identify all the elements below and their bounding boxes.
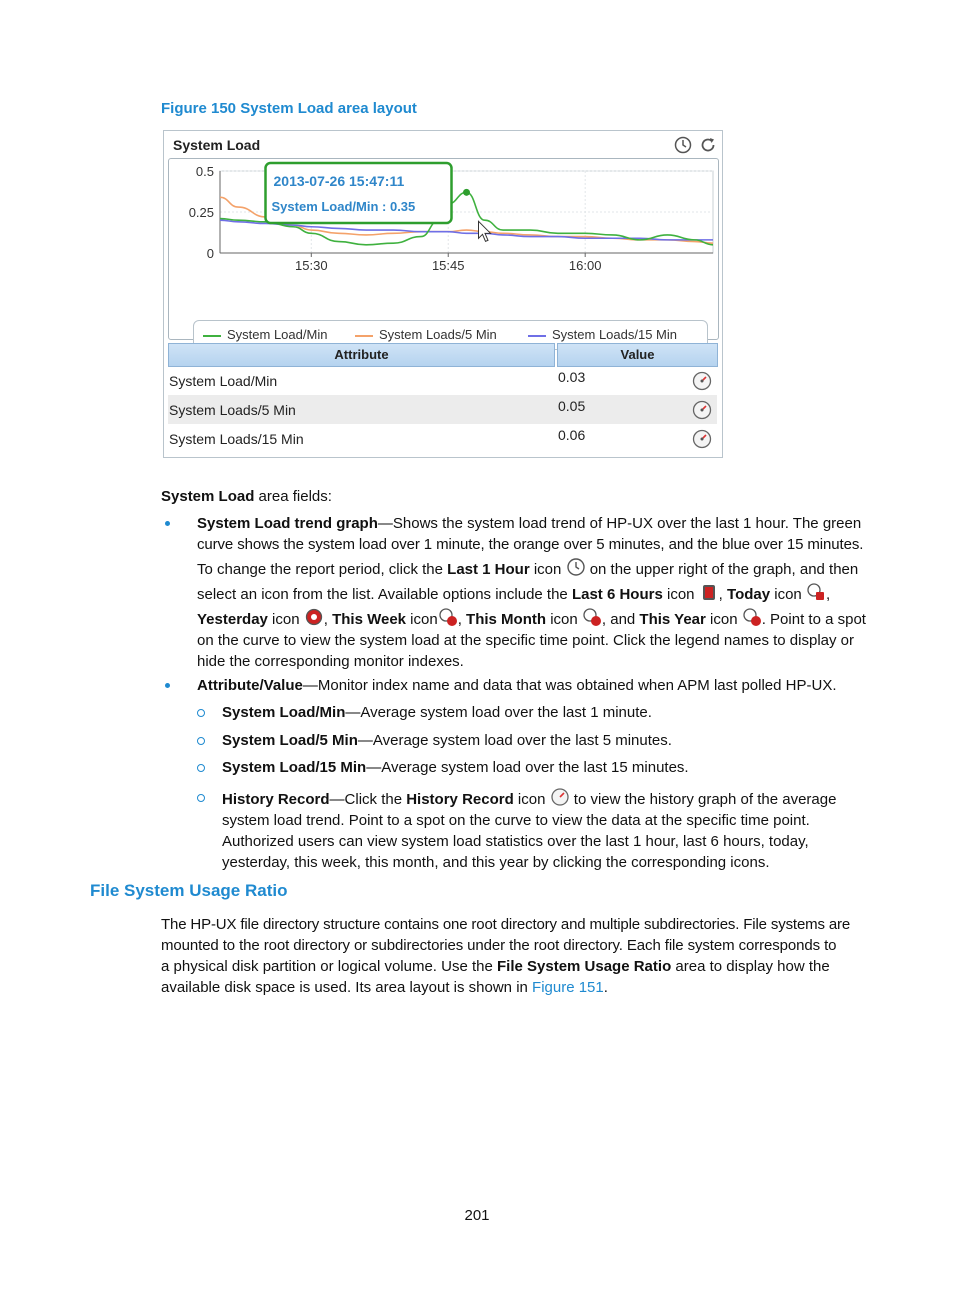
table-header-attribute: Attribute	[168, 343, 555, 367]
history-record-icon	[550, 787, 570, 807]
legend-item-load-5min[interactable]	[355, 327, 497, 342]
system-load-chart[interactable]	[169, 159, 718, 339]
x-tick-label: 16:00	[568, 258, 602, 273]
figure-caption: Figure 150 System Load area layout	[161, 100, 417, 117]
bullet-marker	[165, 521, 170, 526]
legend-label: System Loads/5 Min	[379, 327, 497, 342]
y-tick-label: 0.25	[188, 205, 214, 220]
legend-label: System Loads/15 Min	[552, 327, 678, 342]
history-record-icon[interactable]	[692, 371, 712, 391]
legend-label: System Load/Min	[227, 327, 328, 342]
value-cell: 0.05	[558, 398, 586, 414]
figure-151-link[interactable]: Figure 151	[532, 979, 604, 996]
sub-item-load-min: System Load/Min—Average system load over the last 1 minute.	[222, 704, 652, 721]
attribute-cell: System Loads/5 Min	[169, 402, 296, 418]
clock-icon[interactable]	[674, 136, 692, 154]
sub-item-load-5min: System Load/5 Min—Average system load over the last 5 minutes.	[222, 732, 672, 749]
legend-item-load-min[interactable]	[203, 327, 327, 342]
sub-bullet-marker	[197, 709, 205, 717]
y-tick-label: 0	[206, 246, 214, 261]
bullet-attribute-value: Attribute/Value—Monitor index name and data that was obtained when APM last polled HP-UX.	[197, 677, 837, 694]
refresh-icon[interactable]	[699, 136, 717, 154]
table-row	[168, 395, 717, 424]
this-year-icon	[742, 607, 762, 627]
history-record-icon[interactable]	[692, 429, 712, 449]
this-week-icon	[438, 607, 458, 627]
legend-swatch	[528, 335, 546, 337]
panel-title: System Load	[173, 137, 261, 153]
attribute-cell: System Loads/15 Min	[169, 431, 304, 447]
sub-bullet-marker	[197, 737, 205, 745]
legend-swatch	[355, 335, 373, 337]
bullet-trend-graph: System Load trend graph—Shows the system load trend of HP-UX over the last 1 hour. The green curve shows the system load over 1 minute, the orange over 5 minutes, and the blue over 15 minutes. To change the report period, click the Last 1 Hour icon on the upper right of the graph, and then select an icon from the list. Available options include the Last 6 Hours icon , Today icon , Yesterday icon , This Week icon , This Month icon , and This Year icon . Point to a spot on the curve to view the system load at the specific time point. Click the legend names to display or hide the corresponding monitor indexes.	[197, 515, 866, 670]
chart-area	[168, 158, 719, 340]
table-header-value: Value	[557, 343, 718, 367]
tooltip-box	[266, 163, 452, 223]
sub-item-load-15min: System Load/15 Min—Average system load over the last 15 minutes.	[222, 759, 689, 776]
tooltip-value: System Load/Min : 0.35	[271, 199, 416, 214]
bullet-marker	[165, 683, 170, 688]
last-1-hour-icon	[566, 557, 586, 577]
page-number: 201	[464, 1207, 490, 1224]
legend-item-load-15min[interactable]	[528, 327, 677, 342]
value-cell: 0.06	[558, 427, 586, 443]
x-tick-label: 15:45	[431, 258, 465, 273]
yesterday-icon	[304, 607, 324, 627]
system-load-panel	[163, 130, 723, 458]
y-tick-label: 0.5	[195, 164, 214, 179]
x-tick-label: 15:30	[295, 258, 328, 273]
legend-swatch	[203, 335, 221, 337]
hover-point	[463, 189, 470, 196]
value-cell: 0.03	[558, 369, 586, 385]
this-month-icon	[582, 607, 602, 627]
last-6-hours-icon	[699, 582, 719, 602]
table-row	[168, 424, 717, 453]
sub-bullet-marker	[197, 764, 205, 772]
intro-line: System Load area fields:	[161, 488, 332, 505]
today-icon	[806, 582, 826, 602]
attribute-cell: System Load/Min	[169, 373, 278, 389]
history-record-icon[interactable]	[692, 400, 712, 420]
body-paragraph: The HP-UX file directory structure contains one root directory and multiple subdirectories. File systems are mounted to the root directory or subdirectories under the root directory. Each file system corresponds to a physical disk partition or logical volume. Use the File System Usage Ratio area to display how the available disk space is used. Its area layout is shown in Figure 151.	[161, 916, 851, 996]
sub-item-history-record: History Record—Click the History Record icon to view the history graph of the average system load trend. Point to a spot on the curve to view the data at the specific time point. Authorized users can view system load statistics over the last 1 hour, last 6 hours, today, yesterday, this week, this month, and this year by clicking the corresponding icons.	[222, 787, 836, 873]
tooltip-time: 2013-07-26 15:47:11	[273, 173, 405, 189]
section-heading: File System Usage Ratio	[90, 881, 288, 900]
table-row	[168, 366, 717, 395]
sub-bullet-marker	[197, 794, 205, 802]
